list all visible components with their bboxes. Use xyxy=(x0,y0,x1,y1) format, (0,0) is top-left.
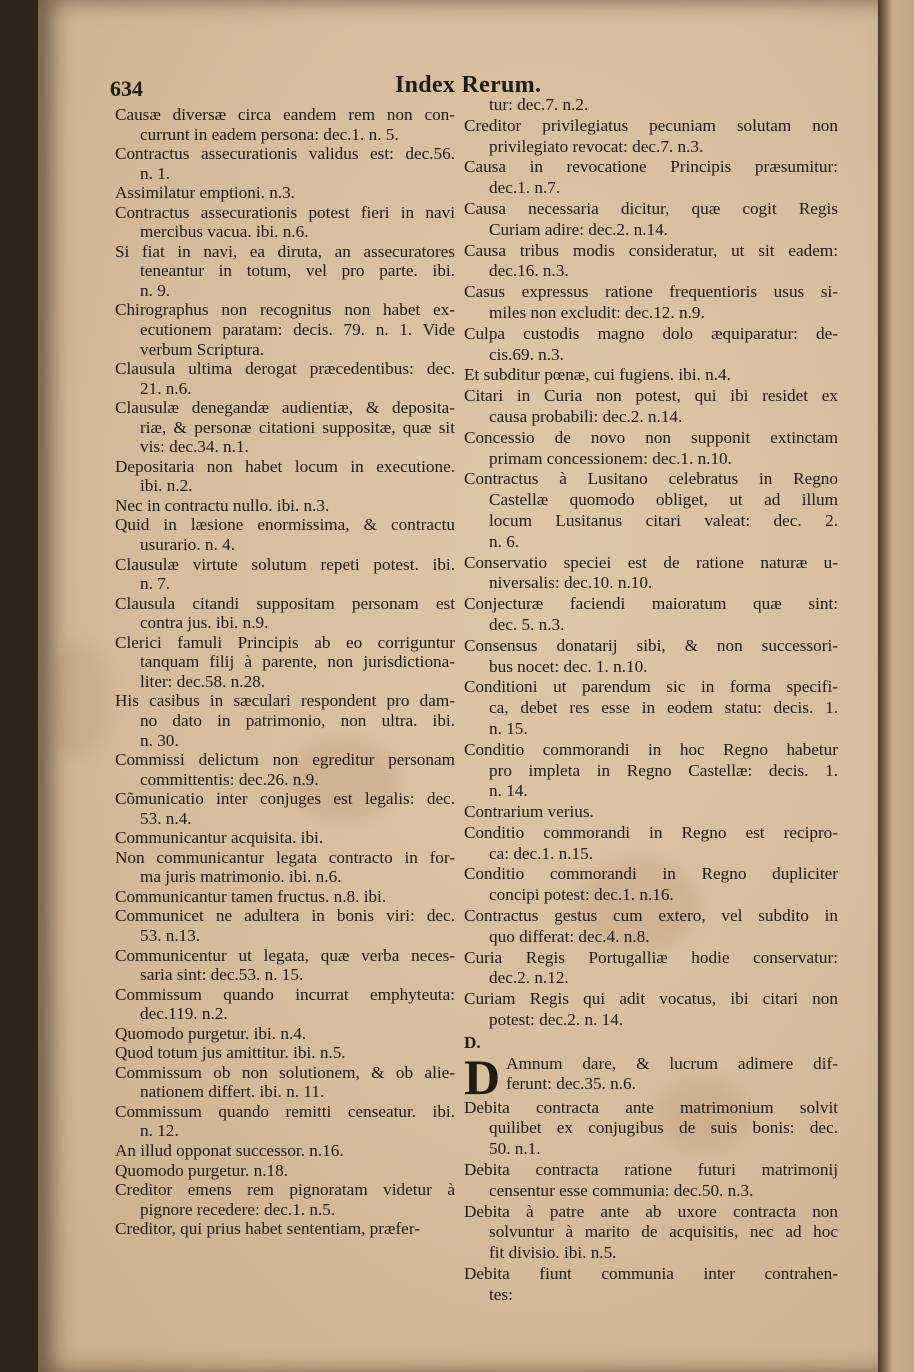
index-entry xyxy=(464,282,838,324)
entry-line: concipi potest: dec.1. n.16. xyxy=(489,885,674,905)
index-entry xyxy=(115,496,455,516)
entry-line: Cõmunicatio inter conjuges est legalis: dec. xyxy=(115,789,455,809)
index-entry xyxy=(464,1054,838,1098)
index-entry xyxy=(464,823,838,865)
entry-line: Nec in contractu nullo. ibi. n.3. xyxy=(115,495,330,515)
index-entry xyxy=(115,887,455,907)
index-entry xyxy=(464,740,838,802)
entry-line: Contractus à Lusitano celebratus in Regno xyxy=(464,469,838,489)
paper-stain xyxy=(48,640,108,760)
index-entry xyxy=(464,95,838,116)
index-entry xyxy=(115,1219,455,1239)
index-entry xyxy=(115,105,455,144)
entry-line: Et subditur pœnæ, cui fugiens. ibi. n.4. xyxy=(464,365,731,385)
entry-line: Depositaria non habet locum in executione. xyxy=(115,456,455,476)
entry-line: Conservatio speciei est de ratione naturæ u- xyxy=(464,552,838,572)
entry-line: teneantur in totum, vel pro parte. ibi. xyxy=(140,261,455,281)
entry-line: ca, debet res esse in eodem statu: decis. 1. xyxy=(489,698,838,718)
entry-line: bus nocet: dec. 1. n.10. xyxy=(489,656,648,676)
entry-line: niversalis: dec.10. n.10. xyxy=(489,573,653,593)
index-entry xyxy=(115,1043,455,1063)
entry-line: Quomodo purgetur. n.18. xyxy=(115,1160,288,1180)
index-entry xyxy=(115,183,455,203)
running-title: Index Rerum. xyxy=(395,72,542,98)
index-entry xyxy=(115,985,455,1024)
entry-line: Commissi delictum non egreditur personam xyxy=(115,750,455,770)
entry-line: Assimilatur emptioni. n.3. xyxy=(115,183,295,203)
index-entry xyxy=(115,750,455,789)
index-entry xyxy=(115,1141,455,1161)
adjacent-page-edge xyxy=(878,0,914,1372)
entry-line: riæ, & personæ citationi suppositæ, quæ sit xyxy=(140,417,455,437)
entry-line: Curiam Regis qui adit vocatus, ibi citari non xyxy=(464,989,838,1009)
entry-line: ecutionem paratam: decis. 79. n. 1. Vide xyxy=(140,320,455,340)
entry-line: n. 7. xyxy=(140,574,171,594)
entry-line: dec.119. n.2. xyxy=(140,1004,228,1024)
index-entry xyxy=(115,359,455,398)
entry-line: quilibet ex conjugibus de suis bonis: dec. xyxy=(489,1118,838,1138)
entry-line: mercibus vacua. ibi. n.6. xyxy=(140,222,309,242)
entry-line: solvuntur à marito de acquisitis, nec ad hoc xyxy=(489,1222,838,1242)
entry-line: Citari in Curia non potest, qui ibi residet ex xyxy=(464,386,838,406)
index-entry xyxy=(464,157,838,199)
entry-line: Quod totum jus amittitur. ibi. n.5. xyxy=(115,1043,346,1063)
index-entry xyxy=(464,1098,838,1160)
entry-line: Commissum quando remitti censeatur. ibi. xyxy=(115,1101,455,1121)
entry-line: Quomodo purgetur. ibi. n.4. xyxy=(115,1023,307,1043)
index-entry xyxy=(115,633,455,692)
entry-line: n. 30. xyxy=(140,730,179,750)
entry-line: liter: dec.58. n.28. xyxy=(140,671,266,691)
entry-line: dec. 5. n.3. xyxy=(489,614,565,634)
entry-line: quo differat: dec.4. n.8. xyxy=(489,926,650,946)
index-entry xyxy=(464,864,838,906)
index-entry xyxy=(115,828,455,848)
entry-line: Casus expressus ratione frequentioris usus si- xyxy=(464,282,838,302)
entry-line: cis.69. n.3. xyxy=(489,344,564,364)
entry-line: Clerici famuli Principis ab eo corriguntur xyxy=(115,632,455,652)
entry-line: Causa in revocatione Principis præsumitur: xyxy=(464,157,838,177)
index-entry xyxy=(464,594,838,636)
entry-line: nationem differt. ibi. n. 11. xyxy=(140,1082,325,1102)
entry-line: Commissum ob non solutionem, & ob alie- xyxy=(115,1062,455,1082)
entry-line: Conditio commorandi in hoc Regno habetur xyxy=(464,739,838,759)
entry-line: Causa necessaria dicitur, quæ cogit Regis xyxy=(464,198,838,218)
entry-line: vis: dec.34. n.1. xyxy=(140,437,249,457)
index-entry xyxy=(464,365,838,386)
entry-line: Causa tribus modis consideratur, ut sit eadem: xyxy=(464,240,838,260)
entry-line: ibi. n.2. xyxy=(140,476,193,496)
entry-line: Non communicantur legata contracto in for- xyxy=(115,847,455,867)
entry-line: An illud opponat successor. n.16. xyxy=(115,1140,344,1160)
entry-line: ca: dec.1. n.15. xyxy=(489,843,594,863)
index-entry xyxy=(464,1160,838,1202)
entry-line: His casibus in sæculari respondent pro dam- xyxy=(115,691,455,711)
entry-line: n. 15. xyxy=(489,718,528,738)
index-entry xyxy=(115,457,455,496)
index-entry xyxy=(464,428,838,470)
entry-line: Castellæ quomodo obliget, ut ad illum xyxy=(489,490,838,510)
index-entry xyxy=(115,300,455,359)
entry-line: verbum Scriptura. xyxy=(140,339,265,359)
entry-line: Clausula citandi suppositam personam est xyxy=(115,593,455,613)
entry-line: Debita contracta ratione futuri matrimonij xyxy=(464,1160,838,1180)
entry-line: usurario. n. 4. xyxy=(140,535,235,555)
index-entry xyxy=(464,948,838,990)
entry-line: censentur esse communia: dec.50. n.3. xyxy=(489,1180,754,1200)
entry-line: Creditor emens rem pignoratam videtur à xyxy=(115,1180,455,1200)
entry-line: Communicet ne adultera in bonis viri: dec. xyxy=(115,906,455,926)
index-entry xyxy=(464,1264,838,1306)
index-entry xyxy=(115,594,455,633)
index-entry xyxy=(464,116,838,158)
entry-line: 50. n.1. xyxy=(489,1139,541,1159)
entry-line: pignore recedere: dec.1. n.5. xyxy=(140,1199,336,1219)
entry-line: tes: xyxy=(489,1284,513,1304)
entry-line: Contrarium verius. xyxy=(464,802,594,822)
index-entry xyxy=(115,203,455,242)
index-entry xyxy=(464,636,838,678)
entry-line: Amnum dare, & lucrum adimere dif- xyxy=(506,1053,838,1073)
entry-line: Conditio commorandi in Regno est recipro- xyxy=(464,822,838,842)
entry-line: Conditio commorandi in Regno dupliciter xyxy=(464,864,838,884)
entry-line: n. 9. xyxy=(140,280,171,300)
index-entry xyxy=(115,1024,455,1044)
index-entry xyxy=(464,469,838,552)
entry-line: Conjecturæ faciendi maioratum quæ sint: xyxy=(464,594,838,614)
entry-line: Debita contracta ante matrimonium solvit xyxy=(464,1097,838,1117)
entry-line: Contractus assecurationis validus est: dec.56. xyxy=(115,144,455,164)
entry-line: tanquam filij à parente, non jurisdictiona- xyxy=(140,652,455,672)
index-entry xyxy=(464,386,838,428)
index-entry xyxy=(115,555,455,594)
drop-cap-initial: D xyxy=(464,1053,501,1098)
page-number: 634 xyxy=(110,76,143,101)
entry-line: primam concessionem: dec.1. n.10. xyxy=(489,448,732,468)
entry-line: Curiam adire: dec.2. n.14. xyxy=(489,219,668,239)
entry-line: n. 14. xyxy=(489,781,528,801)
entry-line: Concessio de novo non supponit extinctam xyxy=(464,427,838,447)
entry-line: committentis: dec.26. n.9. xyxy=(140,769,319,789)
entry-line: n. 6. xyxy=(489,531,520,551)
entry-line: contra jus. ibi. n.9. xyxy=(140,613,269,633)
index-entry xyxy=(115,1180,455,1219)
entry-line: locum Lusitanus citari valeat: dec. 2. xyxy=(489,510,838,530)
section-heading-d: D. xyxy=(464,1032,481,1052)
entry-line: Commissum quando incurrat emphyteuta: xyxy=(115,984,455,1004)
entry-line: Creditor privilegiatus pecuniam solutam non xyxy=(464,115,838,135)
index-entry xyxy=(464,906,838,948)
entry-line: n. 12. xyxy=(140,1121,179,1141)
entry-line: fit divisio. ibi. n.5. xyxy=(489,1243,617,1263)
entry-line: Creditor, qui prius habet sententiam, præfer- xyxy=(115,1219,420,1239)
entry-line: miles non excludit: dec.12. n.9. xyxy=(489,302,705,322)
index-entry xyxy=(115,398,455,457)
entry-line: Clausula ultima derogat præcedentibus: dec. xyxy=(115,359,455,379)
entry-line: Debita fiunt communia inter contrahen- xyxy=(464,1264,838,1284)
index-entry xyxy=(464,324,838,366)
entry-line: Communicentur ut legata, quæ verba neces- xyxy=(115,945,455,965)
entry-line: 21. n.6. xyxy=(140,378,192,398)
index-entry xyxy=(464,553,838,595)
entry-line: saria sint: dec.53. n. 15. xyxy=(140,965,304,985)
entry-line: Debita à patre ante ab uxore contracta non xyxy=(464,1201,838,1221)
entry-line: Communicantur tamen fructus. n.8. ibi. xyxy=(115,886,387,906)
index-entry xyxy=(115,691,455,750)
entry-line: Clausulæ virtute solutum repeti potest. ibi. xyxy=(115,554,455,574)
entry-line: Contractus gestus cum extero, vel subdito in xyxy=(464,906,838,926)
entry-line: 53. n.4. xyxy=(140,808,192,828)
entry-line: ferunt: dec.35. n.6. xyxy=(506,1074,636,1094)
entry-line: Curia Regis Portugalliæ hodie conservatur: xyxy=(464,947,838,967)
index-entry xyxy=(115,1161,455,1181)
entry-line: Consensus donatarij sibi, & non successori- xyxy=(464,635,838,655)
entry-line: potest: dec.2. n. 14. xyxy=(489,1010,624,1030)
index-entry xyxy=(115,515,455,554)
entry-line: Quid in læsione enormissima, & contractu xyxy=(115,515,455,535)
entry-line: dec.2. n.12. xyxy=(489,968,569,988)
entry-line: no dato in patrimonio, non ultra. ibi. xyxy=(140,710,455,730)
entry-line: dec.16. n.3. xyxy=(489,261,569,281)
entry-line: dec.1. n.7. xyxy=(489,178,561,198)
entry-line: Conditioni ut parendum sic in forma specifi- xyxy=(464,677,838,697)
entry-line: Si fiat in navi, ea diruta, an assecuratores xyxy=(115,241,455,261)
entry-line: Culpa custodis magno dolo æquiparatur: de- xyxy=(464,323,838,343)
entry-line: Communicantur acquisita. ibi. xyxy=(115,828,324,848)
entry-line: Clausulæ denegandæ audientiæ, & deposita- xyxy=(115,398,455,418)
index-entry xyxy=(464,989,838,1031)
index-entry xyxy=(115,789,455,828)
index-column-left xyxy=(115,105,455,1239)
index-entry xyxy=(115,906,455,945)
entry-line: Causæ diversæ circa eandem rem non con- xyxy=(115,105,455,124)
entry-line: tur: dec.7. n.2. xyxy=(489,95,589,114)
entry-line: n. 1. xyxy=(140,163,171,183)
index-entry xyxy=(115,144,455,183)
entry-line: pro impleta in Regno Castellæ: decis. 1. xyxy=(489,760,838,780)
entry-line: Chirographus non recognitus non habet ex- xyxy=(115,300,455,320)
index-entry xyxy=(115,1102,455,1141)
index-entry xyxy=(464,1202,838,1264)
index-entry xyxy=(464,802,838,823)
entry-line: Contractus assecurationis potest fieri in navi xyxy=(115,202,455,222)
index-entry xyxy=(115,1063,455,1102)
entry-line: ma juris matrimonio. ibi. n.6. xyxy=(140,867,342,887)
entry-line: 53. n.13. xyxy=(140,925,201,945)
index-entry xyxy=(115,848,455,887)
entry-line: causa probabili: dec.2. n.14. xyxy=(489,406,683,426)
entry-line: privilegiato revocat: dec.7. n.3. xyxy=(489,136,704,156)
index-entry xyxy=(115,242,455,301)
index-entry xyxy=(464,677,838,739)
index-column-right xyxy=(464,95,838,1306)
index-entry xyxy=(464,241,838,283)
index-entry xyxy=(115,946,455,985)
index-entry xyxy=(464,199,838,241)
entry-line: currunt in eadem persona: dec.1. n. 5. xyxy=(140,124,399,144)
